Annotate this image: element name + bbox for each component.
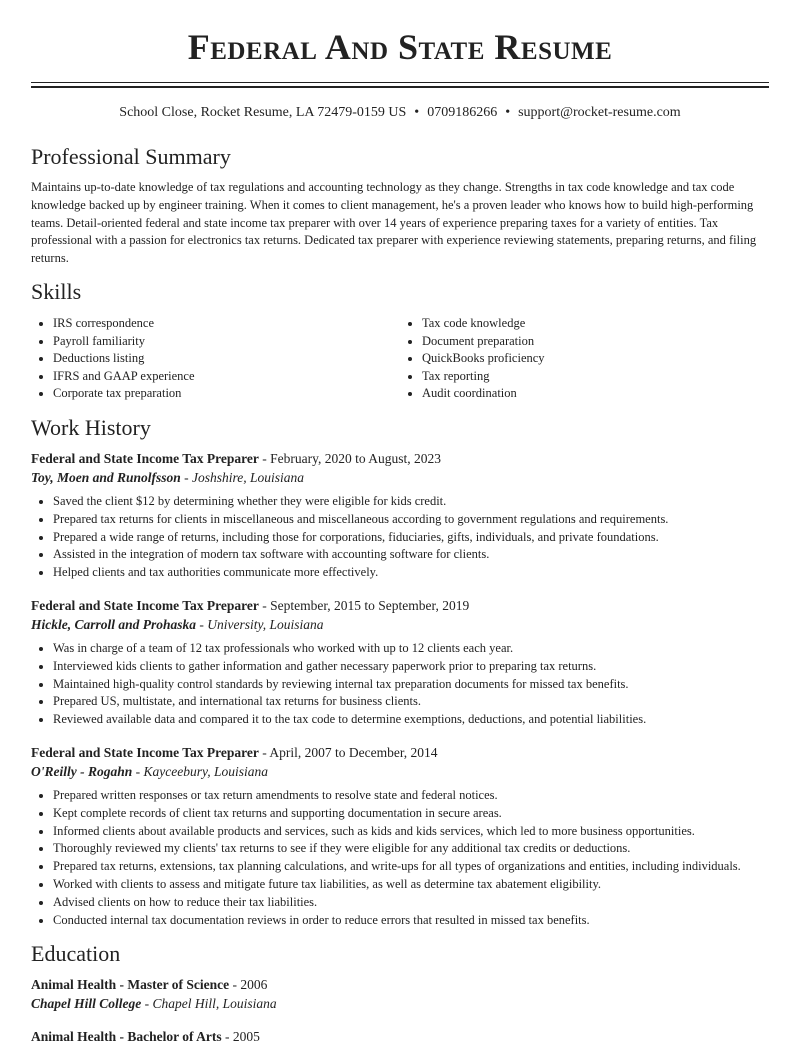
job-bullet: • Prepared tax returns, extensions, tax planning calculations, and write-ups for all types of organizations and entities, including individuals. <box>53 858 769 876</box>
job-title: Federal and State Income Tax Preparer <box>31 597 259 613</box>
skills-section <box>31 275 769 403</box>
job-location: - Joshshire, Louisiana <box>180 469 305 485</box>
job-bullet: • Interviewed kids clients to gather information and gather necessary paperwork prior to preparing tax returns. <box>53 658 769 676</box>
education-section <box>31 937 769 1046</box>
skill-item: • Audit coordination <box>422 385 769 403</box>
job-title: Federal and State Income Tax Preparer <box>31 744 259 760</box>
summary-section <box>31 140 769 268</box>
work-history-section <box>31 411 769 929</box>
skill-item: • Tax reporting <box>422 368 769 386</box>
education-heading: Education <box>31 941 121 967</box>
skill-item: • Document preparation <box>422 333 769 351</box>
job-company: Toy, Moen and Runolfsson <box>31 469 181 485</box>
skill-item: • Payroll familiarity <box>53 333 400 351</box>
title-rule-thin <box>31 82 769 83</box>
skill-item: • Corporate tax preparation <box>53 385 400 403</box>
education-degree-line <box>31 975 769 994</box>
education-school-line <box>31 994 769 1013</box>
education-year: - 2005 <box>221 1029 260 1045</box>
job-bullet: • Thoroughly reviewed my clients' tax returns to see if they were eligible for any additional tax credits or deductions. <box>53 840 769 858</box>
skills-left-list <box>31 315 400 403</box>
job-bullet: • Prepared US, multistate, and international tax returns for business clients. <box>53 693 769 711</box>
skills-right-list <box>400 315 769 403</box>
job-bullet: • Helped clients and tax authorities communicate more effectively. <box>53 564 769 582</box>
job-location: - Kayceebury, Louisiana <box>132 763 268 779</box>
summary-heading: Professional Summary <box>31 144 231 169</box>
education-location: - Chapel Hill, Louisiana <box>141 996 277 1012</box>
skill-item: • Tax code knowledge <box>422 315 769 333</box>
job-entry <box>31 743 769 929</box>
job-bullet: • Informed clients about available products and services, such as kids and kids services, which led to more business opportunities. <box>53 823 769 841</box>
job-bullet: • Was in charge of a team of 12 tax professionals who worked with up to 12 clients each year. <box>53 640 769 658</box>
job-bullets <box>31 493 769 582</box>
education-degree-line <box>31 1027 769 1046</box>
job-bullets <box>31 640 769 729</box>
job-bullet: • Prepared tax returns for clients in miscellaneous and miscellaneous according to government regulations and requirements. <box>53 511 769 529</box>
job-bullet: • Kept complete records of client tax returns and supporting documentation in secure areas. <box>53 805 769 823</box>
job-bullet: • Conducted internal tax documentation reviews in order to reduce errors that resulted in missed tax benefits. <box>53 912 769 930</box>
job-title-line <box>31 743 769 762</box>
skill-item: • Deductions listing <box>53 350 400 368</box>
skill-item: • IRS correspondence <box>53 315 400 333</box>
job-dates: - February, 2020 to August, 2023 <box>258 450 441 466</box>
education-year: - 2006 <box>229 977 268 993</box>
contact-line <box>0 105 800 121</box>
contact-separator: • <box>505 105 511 120</box>
contact-phone: 0709186266 <box>427 105 498 120</box>
job-bullet: • Reviewed available data and compared it to the tax code to determine exemptions, deductions, and potential liabilities. <box>53 711 769 729</box>
job-bullet: • Advised clients on how to reduce their tax liabilities. <box>53 894 769 912</box>
work-history-heading: Work History <box>31 414 151 440</box>
skills-columns <box>31 315 769 403</box>
title-rule-thick <box>31 86 769 88</box>
job-company: O'Reilly - Rogahn <box>31 763 133 779</box>
job-bullet: • Assisted in the integration of modern tax software with accounting software for clients. <box>53 546 769 564</box>
contact-separator: • <box>414 105 420 120</box>
job-bullet: • Prepared a wide range of returns, including those for corporations, fiduciaries, gifts, individuals, and private foundations. <box>53 529 769 547</box>
job-title-line <box>31 596 769 615</box>
contact-email: support@rocket-resume.com <box>518 105 681 120</box>
resume-body <box>31 140 769 1046</box>
job-company-line <box>31 615 769 634</box>
summary-text: Maintains up-to-date knowledge of tax regulations and accounting technology as they change. Strengths in tax code knowledge and tax code knowledge backed up by engineer training. When it comes to client management, he's a proven leader who knows how to build high-performing teams. Detail-oriented federal and state income tax preparer with over 14 years of experience preparing taxes for a variety of entities. Tax professional with a passion for electronics tax returns. Dedicated tax preparer with experience reviewing statements, preparing returns, and filing returns. <box>31 180 757 266</box>
education-school: Chapel Hill College <box>31 996 142 1012</box>
education-entry <box>31 975 769 1013</box>
job-company-line <box>31 468 769 487</box>
skill-item: • QuickBooks proficiency <box>422 350 769 368</box>
resume-title: Federal And State Resume <box>187 27 613 67</box>
job-dates: - April, 2007 to December, 2014 <box>258 744 438 760</box>
job-bullet: • Worked with clients to assess and mitigate future tax liabilities, as well as determine tax abatement eligibility. <box>53 876 769 894</box>
job-bullets <box>31 787 769 929</box>
job-dates: - September, 2015 to September, 2019 <box>258 597 470 613</box>
job-bullet: • Maintained high-quality control standards by reviewing internal tax preparation documents for missed tax benefits. <box>53 676 769 694</box>
job-entry <box>31 596 769 729</box>
education-degree: Animal Health - Master of Science <box>31 977 230 993</box>
job-title-line <box>31 449 769 468</box>
job-bullet: • Prepared written responses or tax return amendments to resolve state and federal notices. <box>53 787 769 805</box>
contact-address: School Close, Rocket Resume, LA 72479-0159 US <box>119 105 407 120</box>
job-entry <box>31 449 769 582</box>
job-location: - University, Louisiana <box>196 616 324 632</box>
skills-heading: Skills <box>31 278 82 304</box>
job-bullet: • Saved the client $12 by determining whether they were eligible for kids credit. <box>53 493 769 511</box>
job-company: Hickle, Carroll and Prohaska <box>31 616 197 632</box>
job-company-line <box>31 762 769 781</box>
job-title: Federal and State Income Tax Preparer <box>31 450 259 466</box>
skill-item: • IFRS and GAAP experience <box>53 368 400 386</box>
education-degree: Animal Health - Bachelor of Arts <box>31 1029 222 1045</box>
education-entry <box>31 1027 769 1046</box>
